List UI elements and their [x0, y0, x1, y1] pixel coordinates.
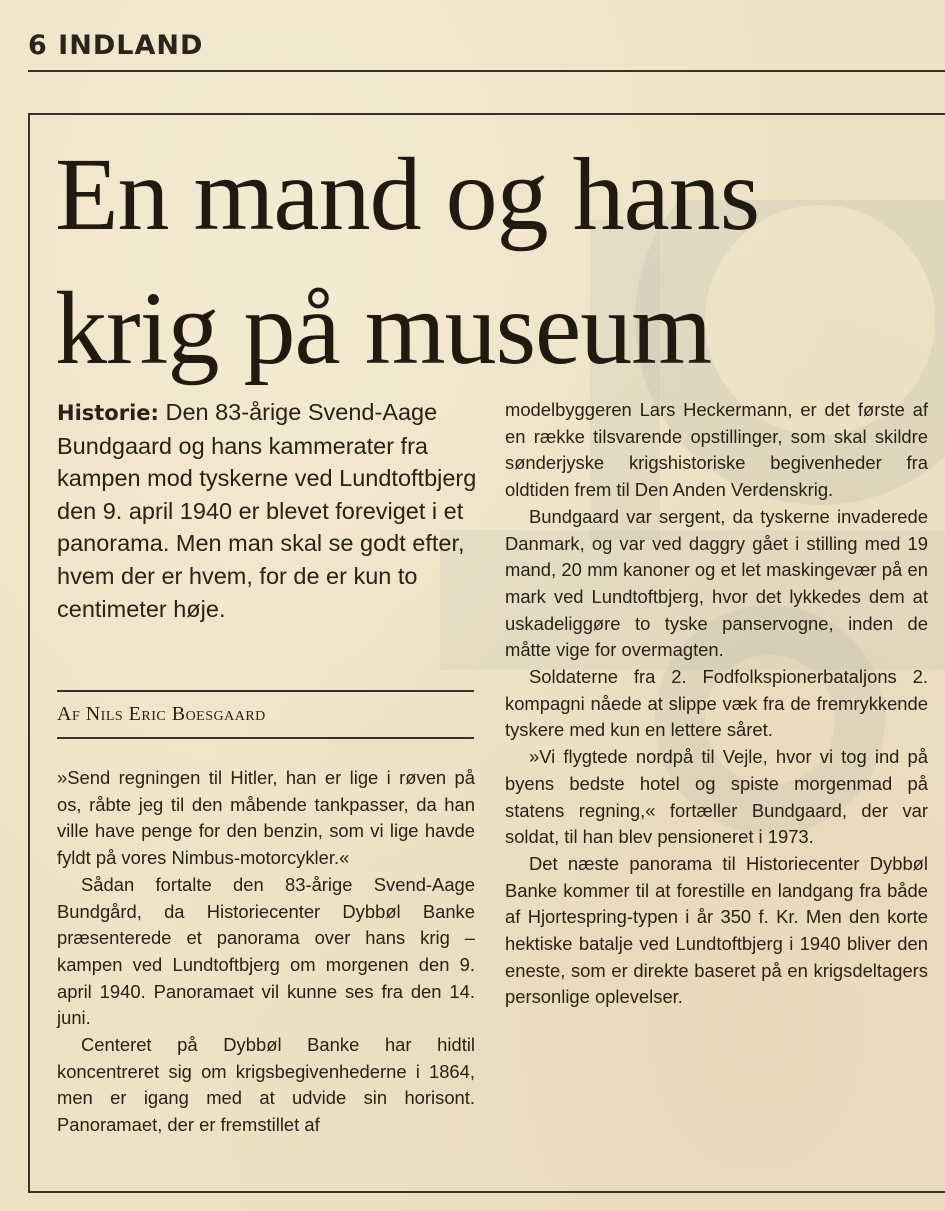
paragraph: Sådan fortalte den 83-årige Svend-Aage Bundgård, da Historiecenter Dybbøl Banke præsenterede et panorama over hans krig – kampen ved Lundtoftbjerg om morgenen den 9. april 1940. Panoramaet vil kunne ses fra den 14. juni. — [57, 873, 475, 1029]
section-header: 6 INDLAND — [28, 30, 204, 61]
paragraph: Bundgaard var sergent, da tyskerne invaderede Danmark, og var ved daggry gået i stilling med 19 mand, 20 mm kanoner og et let maskingevær på en mark ved Lundtoftbjerg, hvor det lykkedes dem at uskadeliggøre to tyske panservogne, inden de måtte vige for overmagten. — [505, 505, 928, 661]
byline-rule-bottom — [57, 737, 474, 739]
article-headline — [55, 128, 935, 396]
body-column-left — [57, 765, 475, 1139]
byline: Af Nils Eric Boesgaard — [57, 703, 266, 725]
paragraph: Soldaterne fra 2. Fodfolkspionerbataljons 2. kompagni nåede at slippe væk fra de fremrykkende tyskere med kun en lettere såret. — [505, 666, 928, 741]
paragraph: Det næste panorama til Historiecenter Dybbøl Banke kommer til at forestille en landgang fra både af Hjortespring-typen i år 350 f. Kr. Men den korte hektiske batalje ved Lundtoftbjerg i 1940 bliver den eneste, som er direkte baseret på en krigsdeltagers personlige oplevelser. — [505, 852, 928, 1008]
paragraph: »Send regningen til Hitler, han er lige i røven på os, råbte jeg til den måbende tankpasser, da han ville have penge for den benzin, som vi lige havde fyldt på vores Nimbus-motorcykler.« — [57, 767, 475, 869]
paragraph: Centeret på Dybbøl Banke har hidtil koncentreret sig om krigsbegivenhederne i 1864, men er igang med at udvide sin horisont. Panoramaet, der er fremstillet af — [57, 1034, 475, 1136]
paragraph: modelbyggeren Lars Heckermann, er det første af en række tilsvarende opstillinger, som skal skildre sønderjyske krigshistoriske begivenheder fra oldtiden frem til Den Anden Verdenskrig. — [505, 399, 928, 501]
paragraph: »Vi flygtede nordpå til Vejle, hvor vi tog ind på byens bedste hotel og spiste morgenmad på statens regning,« fortæller Bundgaard, der var soldat, til han blev pensioneret i 1973. — [505, 746, 928, 848]
headline-line-1: En mand og hans — [55, 137, 760, 252]
lead-text: Den 83-årige Svend-Aage Bundgaard og hans kammerater fra kampen mod tyskerne ved Lundtoftbjerg den 9. april 1940 er blevet foreviget i et panorama. Men man skal se godt efter, hvem der er hvem, for de er kun to centimeter høje. — [57, 399, 477, 622]
article-lead — [57, 396, 477, 625]
header-rule — [28, 70, 945, 72]
lead-kicker: Historie: — [57, 401, 159, 425]
byline-rule-top — [57, 690, 474, 692]
body-column-right — [505, 397, 928, 1011]
headline-line-2: krig på museum — [55, 271, 712, 386]
